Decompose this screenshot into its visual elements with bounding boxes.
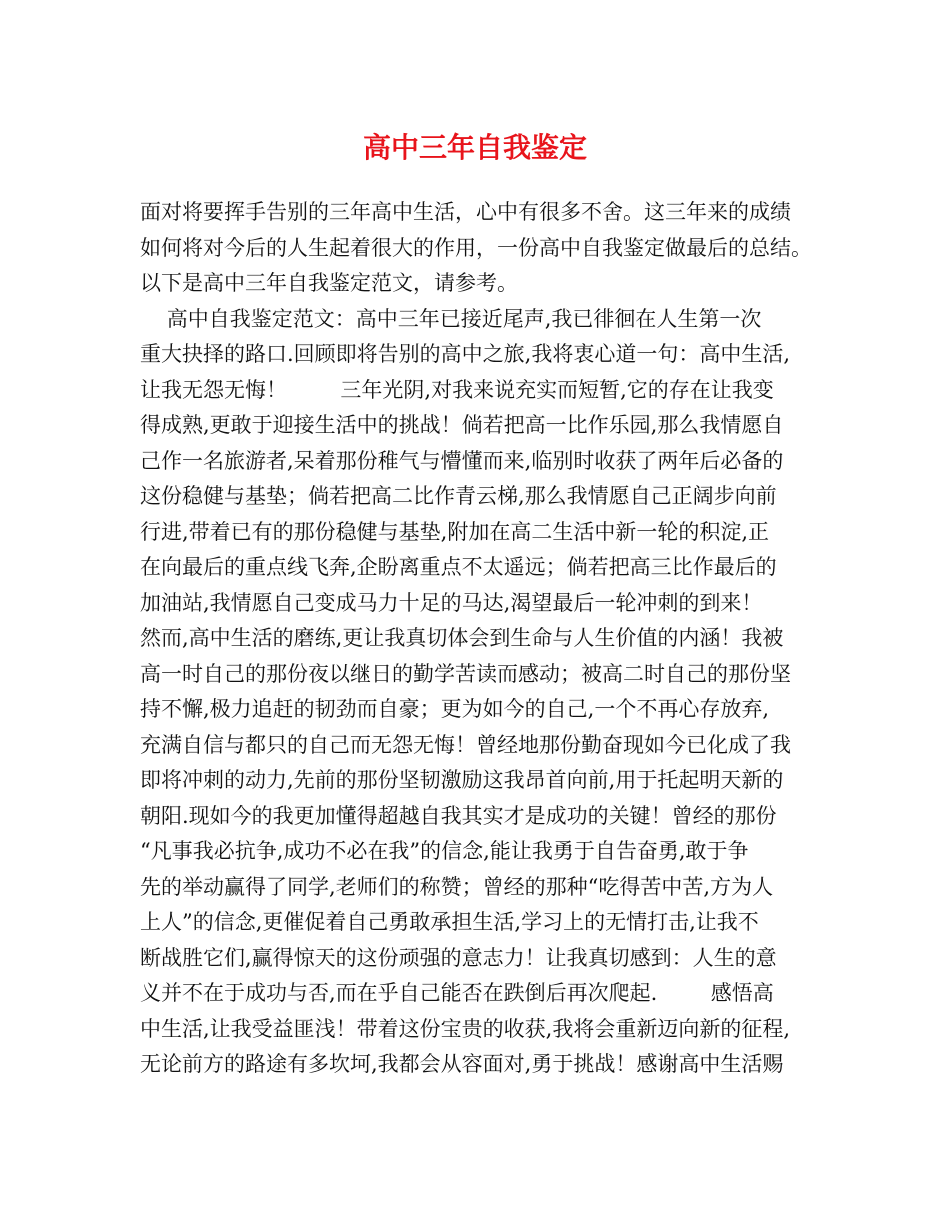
- text-line: 然而,高中生活的磨练,更让我真切体会到生命与人生价值的内涵！我被: [140, 626, 784, 650]
- text-line: 先的举动赢得了同学,老师们的称赞；曾经的那种“吃得苦中苦,方为人: [140, 875, 774, 899]
- text-line: 高一时自己的那份夜以继日的勤学苦读而感动；被高二时自己的那份坚: [140, 662, 791, 686]
- text-line: 高中自我鉴定范文：高中三年已接近尾声,我已徘徊在人生第一次: [140, 307, 762, 331]
- text-line: 得成熟,更敢于迎接生活中的挑战！倘若把高一比作乐园,那么我情愿自: [140, 413, 784, 437]
- text-line: “凡事我必抗争,成功不必在我”的信念,能让我勇于自告奋勇,敢于争: [140, 839, 749, 863]
- document-title: 高中三年自我鉴定: [362, 131, 587, 164]
- text-line: 无论前方的路途有多坎坷,我都会从容面对,勇于挑战！感谢高中生活赐: [140, 1052, 784, 1076]
- text-line: 上人”的信念,更催促着自己勇敢承担生活,学习上的无情打击,让我不: [140, 910, 759, 934]
- text-line: 让我无怨无悔！ 三年光阴,对我来说充实而短暂,它的存在让我变: [140, 378, 774, 402]
- text-line: 即将冲刺的动力,先前的那份坚韧激励这我昂首向前,用于托起明天新的: [140, 768, 784, 792]
- text-line: 如何将对今后的人生起着很大的作用，一份高中自我鉴定做最后的总结。: [140, 236, 812, 260]
- text-line: 义并不在于成功与否,而在乎自己能否在跌倒后再次爬起. 感悟高: [140, 981, 774, 1005]
- text-line: 行进,带着已有的那份稳健与基垫,附加在高二生活中新一轮的积淀,正: [140, 520, 770, 544]
- text-line: 充满自信与都只的自己而无怨无悔！曾经地那份勤奋现如今已化成了我: [140, 733, 791, 757]
- text-line: 加油站,我情愿自己变成马力十足的马达,渴望最后一轮冲刺的到来！: [140, 591, 763, 615]
- text-line: 断战胜它们,赢得惊天的这份顽强的意志力！让我真切感到：人生的意: [140, 946, 777, 970]
- text-line: 重大抉择的路口.回顾即将告别的高中之旅,我将衷心道一句：高中生活,: [140, 342, 791, 366]
- text-line: 面对将要挥手告别的三年高中生活，心中有很多不舍。这三年来的成绩: [140, 200, 791, 224]
- text-line: 持不懈,极力追赶的韧劲而自豪；更为如今的自己,一个不再心存放弃,: [140, 697, 770, 721]
- text-line: 这份稳健与基垫；倘若把高二比作青云梯,那么我情愿自己正阔步向前: [140, 484, 777, 508]
- text-line: 以下是高中三年自我鉴定范文，请参考。: [140, 271, 518, 295]
- text-line: 中生活,让我受益匪浅！带着这份宝贵的收获,我将会重新迈向新的征程,: [140, 1017, 791, 1041]
- text-line: 己作一名旅游者,呆着那份稚气与懵懂而来,临别时收获了两年后必备的: [140, 449, 784, 473]
- text-line: 朝阳.现如今的我更加懂得超越自我其实才是成功的关键！曾经的那份: [140, 804, 777, 828]
- text-line: 在向最后的重点线飞奔,企盼离重点不太遥远；倘若把高三比作最后的: [140, 555, 777, 579]
